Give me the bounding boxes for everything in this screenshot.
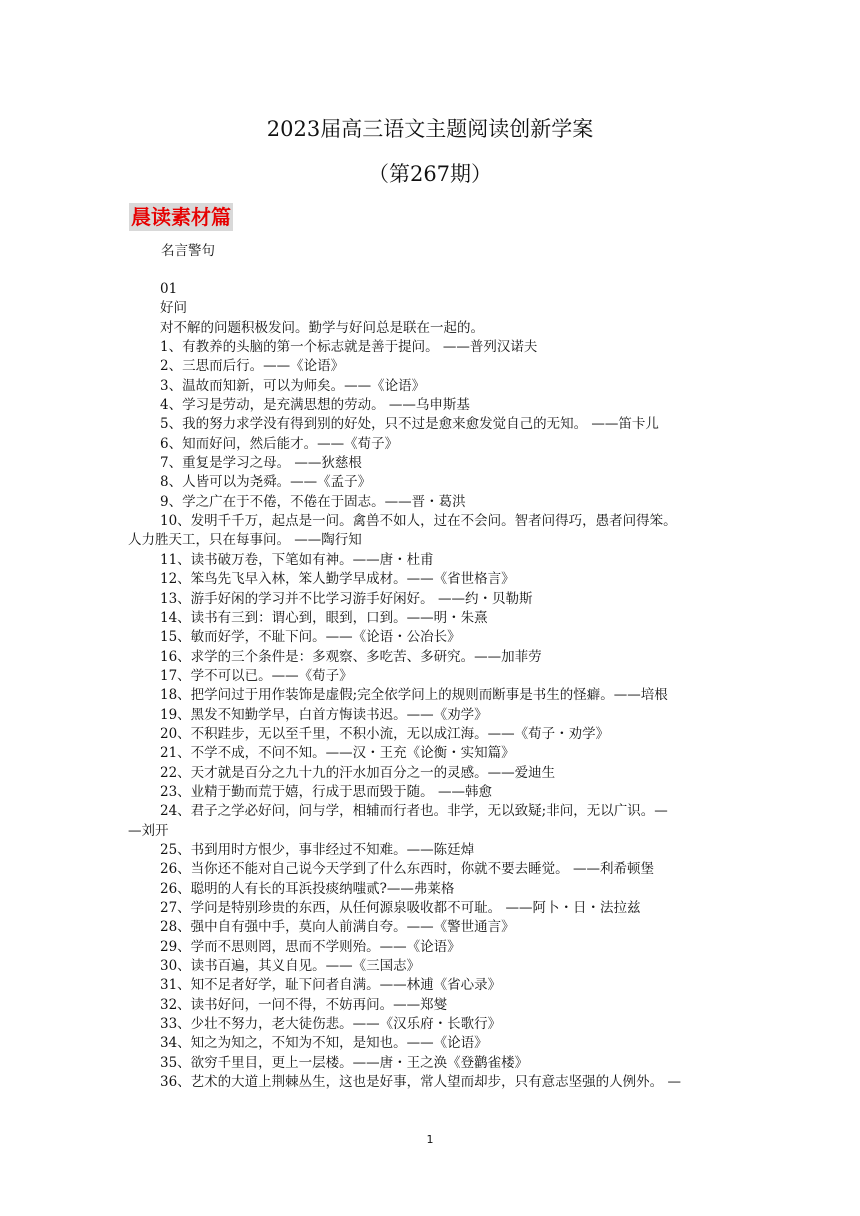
text-line: 1、有教养的头脑的第一个标志就是善于提问。 ——普列汉诺夫: [160, 339, 538, 356]
text-line: 11、读书破万卷，下笔如有神。——唐・杜甫: [160, 551, 434, 568]
text-line: 22、天才就是百分之九十九的汗水加百分之一的灵感。——爱迪生: [160, 764, 556, 781]
text-line: 01: [160, 281, 178, 297]
text-line: 9、学之广在于不倦，不倦在于固志。——晋・葛洪: [160, 493, 466, 510]
text-line: 30、读书百遍，其义自见。——《三国志》: [160, 958, 421, 975]
subheading: 名言警句: [161, 243, 215, 259]
text-line: 17、学不可以已。——《荀子》: [160, 667, 353, 684]
text-line: 27、学问是特别珍贵的东西，从任何源泉吸收都不可耻。 ——阿卜・日・法拉兹: [160, 900, 641, 916]
text-line: 16、求学的三个条件是：多观察、多吃苦、多研究。——加菲劳: [160, 648, 542, 665]
page-number: 1: [426, 1133, 434, 1146]
text-line: 26、聪明的人有长的耳浜投痰纳嗤贰?——弗莱格: [160, 880, 455, 897]
text-line: 25、书到用时方恨少，事非经过不知难。——陈廷焯: [160, 841, 475, 858]
text-line: 14、读书有三到：谓心到，眼到，口到。——明・朱熹: [160, 609, 488, 626]
text-line: 24、君子之学必好问，问与学，相辅而行者也。非学，无以致疑;非问，无以广识。—: [160, 803, 668, 820]
text-line: 对不解的问题积极发问。勤学与好问总是联在一起的。: [160, 319, 484, 336]
text-line: 29、学而不思则罔，思而不学则殆。——《论语》: [160, 938, 461, 955]
text-line: 15、敏而好学，不耻下问。——《论语・公冶长》: [160, 629, 461, 646]
document-title: 2023届高三语文主题阅读创新学案: [266, 117, 594, 141]
text-line: 20、不积跬步，无以至千里，不积小流，无以成江海。——《荀子・劝学》: [160, 725, 610, 742]
text-line: 7、重复是学习之母。 ——狄慈根: [160, 455, 362, 472]
text-line: 32、读书好问，一问不得，不妨再问。——郑燮: [160, 996, 448, 1013]
text-line: 好问: [160, 300, 187, 317]
section-heading: 晨读素材篇: [131, 205, 231, 229]
text-line: 18、把学问过于用作装饰是虚假;完全依学问上的规则而断事是书生的怪癖。——培根: [160, 687, 668, 704]
issue-number: （第267期）: [367, 162, 493, 186]
text-line: 10、发明千千万，起点是一问。禽兽不如人，过在不会问。智者问得巧，愚者问得笨。: [160, 513, 677, 530]
text-line: 6、知而好问，然后能才。——《荀子》: [160, 435, 399, 452]
text-line: 5、我的努力求学没有得到别的好处，只不过是愈来愈发觉自己的无知。 ——笛卡儿: [160, 416, 659, 433]
text-line: 33、少壮不努力，老大徒伤悲。——《汉乐府・长歌行》: [160, 1016, 502, 1033]
quotes-body: [128, 280, 734, 1092]
text-line: 2、三思而后行。——《论语》: [160, 358, 345, 375]
text-line: 12、笨鸟先飞早入林，笨人勤学早成材。——《省世格言》: [160, 571, 515, 588]
text-line: 4、学习是劳动，是充满思想的劳动。 ——乌申斯基: [160, 397, 470, 414]
text-line: 31、知不足者好学，耻下问者自满。——林逋《省心录》: [160, 977, 502, 994]
text-line: 35、欲穷千里目，更上一层楼。——唐・王之涣《登鹳雀楼》: [160, 1054, 529, 1071]
text-line: 人力胜天工，只在每事问。 ——陶行知: [128, 532, 362, 549]
text-line: 26、当你还不能对自己说今天学到了什么东西时，你就不要去睡觉。 ——利希顿堡: [160, 861, 654, 878]
text-line: 23、业精于勤而荒于嬉，行成于思而毁于随。 ——韩愈: [160, 783, 492, 800]
text-line: 19、黑发不知勤学早，白首方悔读书迟。——《劝学》: [160, 706, 488, 723]
text-line: 36、艺术的大道上荆棘丛生，这也是好事，常人望而却步，只有意志坚强的人例外。 —: [160, 1074, 681, 1091]
text-line: —刘开: [128, 822, 169, 839]
text-line: 3、温故而知新，可以为师矣。——《论语》: [160, 377, 426, 394]
text-line: 13、游手好闲的学习并不比学习游手好闲好。 ——约・贝勒斯: [160, 590, 533, 607]
text-line: 21、不学不成，不问不知。——汉・王充《论衡・实知篇》: [160, 745, 515, 762]
text-line: 34、知之为知之，不知为不知，是知也。——《论语》: [160, 1035, 488, 1052]
text-line: 28、强中自有强中手，莫向人前满自夸。——《警世通言》: [160, 919, 515, 936]
text-line: 8、人皆可以为尧舜。——《孟子》: [160, 474, 372, 491]
